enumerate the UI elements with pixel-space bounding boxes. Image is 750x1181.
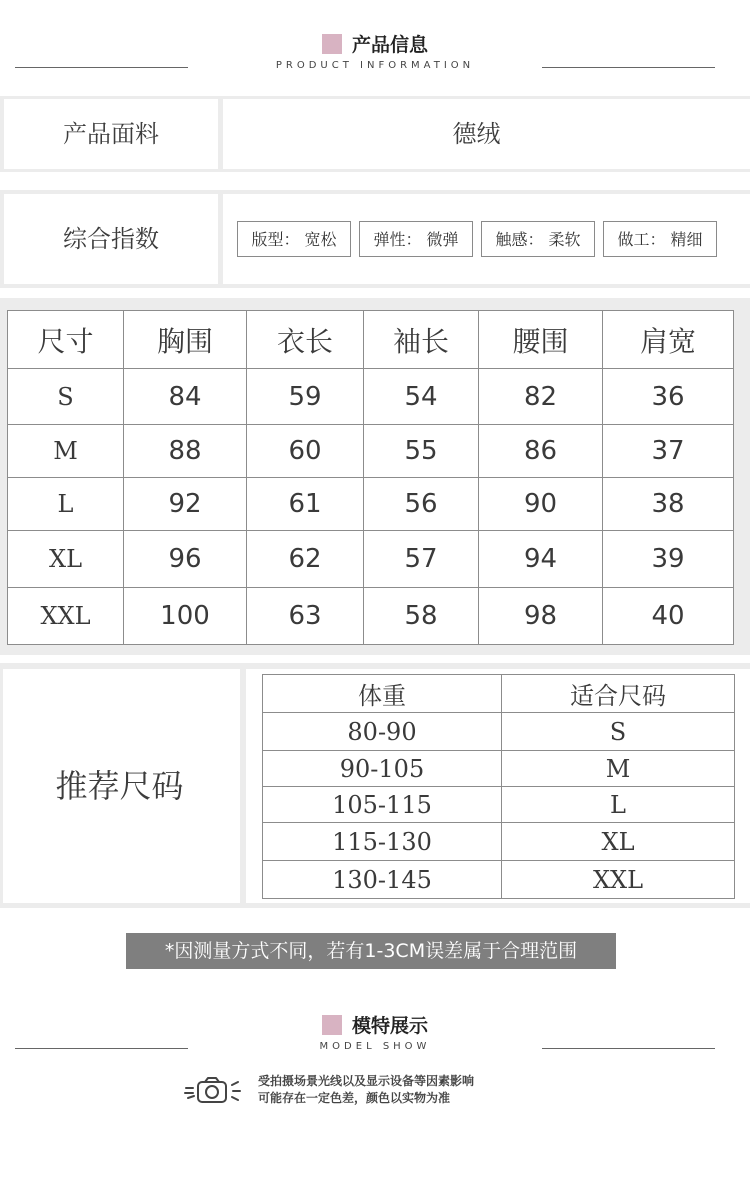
product-info-title (0, 30, 750, 57)
measurement-notice: *因测量方式不同，若有1-3CM误差属于合理范围 (126, 933, 616, 969)
accent-square-icon (322, 34, 342, 54)
table-row (8, 369, 734, 425)
fit-size-cell: M (502, 751, 735, 787)
table-row (8, 425, 734, 478)
divider-left (15, 67, 188, 68)
length-cell: 62 (247, 531, 364, 588)
shoulder-cell: 39 (603, 531, 734, 588)
header-sleeve: 袖长 (364, 311, 479, 369)
recommend-section (0, 663, 750, 908)
recommend-label: 推荐尺码 (55, 767, 184, 805)
header-weight: 体重 (263, 675, 502, 713)
table-row (8, 478, 734, 531)
weight-cell: 80-90 (263, 713, 502, 751)
divider-right (542, 67, 715, 68)
size-cell: XL (8, 531, 124, 588)
tag-touch: 触感： 柔软 (481, 221, 595, 257)
length-cell: 61 (247, 478, 364, 531)
product-info-title-text: 产品信息 (351, 34, 428, 56)
product-info-header (0, 30, 750, 76)
header-length: 衣长 (247, 311, 364, 369)
header-shoulder: 肩宽 (603, 311, 734, 369)
waist-cell: 86 (479, 425, 603, 478)
shoulder-cell: 37 (603, 425, 734, 478)
recommend-table (262, 674, 735, 899)
weight-cell: 90-105 (263, 751, 502, 787)
size-table-section (0, 298, 750, 655)
tag-fit: 版型： 宽松 (237, 221, 351, 257)
sleeve-cell: 57 (364, 531, 479, 588)
fit-size-cell: XXL (502, 861, 735, 899)
table-row (263, 751, 735, 787)
fabric-row (0, 96, 750, 172)
divider-right (542, 1048, 715, 1049)
shoulder-cell: 36 (603, 369, 734, 425)
divider-left (15, 1048, 188, 1049)
recommend-table-header (263, 675, 735, 713)
shoulder-cell: 40 (603, 588, 734, 645)
color-note-line1: 受拍摄场景光线以及显示设备等因素影响 (258, 1074, 475, 1088)
model-show-subtitle: MODEL SHOW (319, 1041, 431, 1052)
fabric-label: 产品面料 (63, 120, 159, 148)
sleeve-cell: 56 (364, 478, 479, 531)
index-label: 综合指数 (63, 225, 159, 253)
fabric-value-cell (223, 99, 750, 169)
waist-cell: 98 (479, 588, 603, 645)
length-cell: 60 (247, 425, 364, 478)
fabric-label-cell (4, 99, 218, 169)
fit-size-cell: XL (502, 823, 735, 861)
table-row (263, 823, 735, 861)
shoulder-cell: 38 (603, 478, 734, 531)
model-show-header (0, 1011, 750, 1057)
bust-cell: 88 (124, 425, 247, 478)
header-waist: 腰围 (479, 311, 603, 369)
bust-cell: 92 (124, 478, 247, 531)
size-cell: L (8, 478, 124, 531)
model-show-title-text: 模特展示 (351, 1015, 428, 1037)
table-row (263, 861, 735, 899)
fit-size-cell: S (502, 713, 735, 751)
index-tags-cell (223, 194, 750, 284)
header-size: 尺寸 (8, 311, 124, 369)
fabric-value: 德绒 (452, 120, 501, 148)
header-fit-size: 适合尺码 (502, 675, 735, 713)
sleeve-cell: 58 (364, 588, 479, 645)
weight-cell: 105-115 (263, 787, 502, 823)
index-label-cell (4, 194, 218, 284)
size-cell: M (8, 425, 124, 478)
size-table-header (8, 311, 734, 369)
length-cell: 63 (247, 588, 364, 645)
index-row (0, 190, 750, 288)
size-table (7, 310, 734, 645)
accent-square-icon (322, 1015, 342, 1035)
table-row (263, 787, 735, 823)
sleeve-cell: 54 (364, 369, 479, 425)
bust-cell: 96 (124, 531, 247, 588)
table-row (263, 713, 735, 751)
sleeve-cell: 55 (364, 425, 479, 478)
bust-cell: 100 (124, 588, 247, 645)
tag-workmanship: 做工： 精细 (603, 221, 717, 257)
waist-cell: 90 (479, 478, 603, 531)
table-row (8, 588, 734, 645)
size-cell: S (8, 369, 124, 425)
weight-cell: 115-130 (263, 823, 502, 861)
waist-cell: 94 (479, 531, 603, 588)
length-cell: 59 (247, 369, 364, 425)
fit-size-cell: L (502, 787, 735, 823)
waist-cell: 82 (479, 369, 603, 425)
bust-cell: 84 (124, 369, 247, 425)
weight-cell: 130-145 (263, 861, 502, 899)
model-show-title (0, 1011, 750, 1038)
tag-elasticity: 弹性： 微弹 (359, 221, 473, 257)
camera-icon (183, 1074, 243, 1106)
color-note-line2: 可能存在一定色差，颜色以实物为准 (258, 1091, 451, 1105)
header-bust: 胸围 (124, 311, 247, 369)
product-info-subtitle: PRODUCT INFORMATION (275, 60, 475, 71)
table-row (8, 531, 734, 588)
size-cell: XXL (8, 588, 124, 645)
recommend-label-cell (3, 669, 240, 903)
